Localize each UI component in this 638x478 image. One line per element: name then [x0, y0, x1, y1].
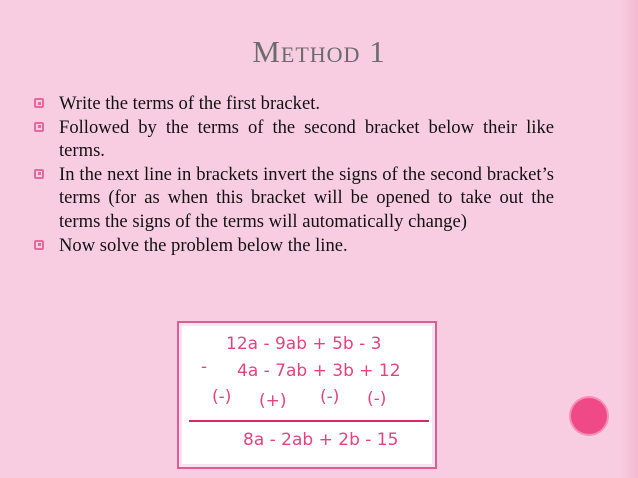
bullet-text: Followed by the terms of the second bracket below their like terms. [59, 116, 554, 162]
title-initial: M [252, 34, 281, 69]
bullet-square-icon [34, 122, 44, 132]
slide-title [0, 34, 638, 70]
bullet-square-icon [34, 240, 44, 250]
bullet-item [32, 92, 554, 116]
math-inverted-sign: (-) [367, 389, 387, 409]
title-number: 1 [369, 34, 386, 69]
math-inverted-sign: (-) [212, 387, 232, 407]
math-example-box [177, 321, 437, 469]
math-inverted-sign: (+) [259, 391, 287, 411]
math-minus-sign: - [201, 357, 208, 377]
bullet-text: Now solve the problem below the line. [59, 234, 348, 256]
decorative-circle [571, 398, 607, 434]
bullet-square-icon [34, 98, 44, 108]
math-separator-line [189, 420, 429, 422]
title-smallcaps: ETHOD [280, 42, 361, 67]
bullet-square-icon [34, 169, 44, 179]
math-result-line: 8a - 2ab + 2b - 15 [243, 430, 399, 450]
bullet-item [32, 116, 554, 163]
math-inverted-sign: (-) [320, 387, 340, 407]
bullet-item [32, 163, 554, 234]
bullet-list [32, 92, 554, 257]
slide-edge-shade [620, 0, 638, 478]
bullet-text: In the next line in brackets invert the signs of the second bracket’s terms (for as when this bracket will be opened to take out the terms the signs of the terms will automatically change) [59, 163, 554, 232]
math-line-first-bracket: 12a - 9ab + 5b - 3 [226, 334, 382, 354]
bullet-text: Write the terms of the first bracket. [59, 93, 321, 114]
math-line-second-bracket: 4a - 7ab + 3b + 12 [237, 361, 401, 381]
bullet-item [32, 234, 554, 258]
